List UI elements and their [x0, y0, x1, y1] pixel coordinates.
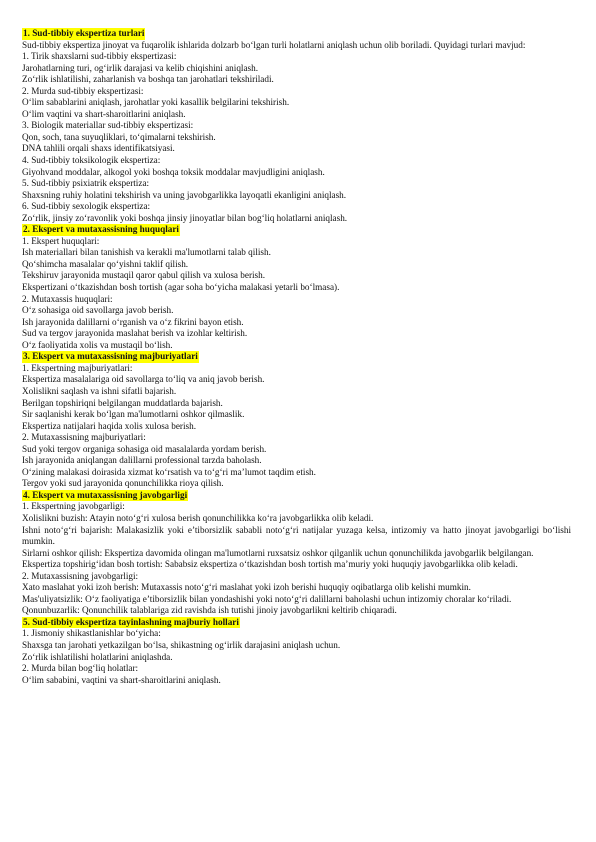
text-line: O‘lim vaqtini va shart-sharoitlarini aniqlash.: [22, 108, 186, 119]
text-line: Xolislikni buzish: Atayin noto‘g‘ri xulosa berish qonunchilikka ko‘ra javobgarlikka olib keladi.: [22, 512, 374, 523]
subheading: 3. Biologik materiallar sud-tibbiy ekspertizasi:: [22, 120, 194, 131]
section-5: [22, 617, 571, 686]
section-heading: 3. Ekspert va mutaxassisning majburiyatlari: [23, 351, 198, 362]
text-line: Sud yoki tergov organiga sohasiga oid masalalarda yordam berish.: [22, 443, 267, 454]
text-line: Zo‘rlik ishlatilishi, zaharlanish va boshqa tan jarohatlari tekshiriladi.: [22, 74, 274, 85]
subheading: 1. Jismoniy shikastlanishlar bo‘yicha:: [22, 628, 161, 639]
subheading: 2. Mutaxassisning majburiyatlari:: [22, 432, 146, 443]
paragraph: Mas'uliyatsizlik: O‘z faoliyatiga e’tiborsizlik bilan yondashishi yoki noto‘g‘ri dalillarni baholashi uchun intizomiy choralar ko‘riladi.: [22, 593, 512, 604]
section-heading: 4. Ekspert va mutaxassisning javobgarligi: [23, 489, 188, 500]
text-line: Sir saqlanishi kerak bo‘lgan ma'lumotlarni oshkor qilmaslik.: [22, 409, 245, 420]
text-line: DNA tahlili orqali shaxs identifikatsiyasi.: [22, 143, 175, 154]
subheading: 2. Murda sud-tibbiy ekspertizasi:: [22, 85, 144, 96]
document-page: [22, 28, 571, 686]
subheading: 1. Ekspert huquqlari:: [22, 235, 100, 246]
text-line: Ekspertizani o‘tkazishdan bosh tortish (agar soha bo‘yicha malakasi yetarli bo‘lmasa).: [22, 282, 340, 293]
subheading: 2. Mutaxassis huquqlari:: [22, 293, 113, 304]
text-line: Ish materiallari bilan tanishish va kerakli ma'lumotlarni talab qilish.: [22, 247, 271, 258]
subheading: 5. Sud-tibbiy psixiatrik ekspertiza:: [22, 178, 150, 189]
text-line: Zo‘rlik ishlatilishi holatlarini aniqlashda.: [22, 651, 173, 662]
text-line: Ish jarayonida dalillarni o‘rganish va o‘z fikrini bayon etish.: [22, 316, 244, 327]
paragraph: Sud-tibbiy ekspertiza jinoyat va fuqarolik ishlarida dolzarb bo‘lgan turli holatlarni aniqlash uchun olib boriladi. Quyidagi turlari mavjud:: [22, 39, 526, 50]
text-line: Ish jarayonida aniqlangan dalillarni professional tarzda baholash.: [22, 455, 262, 466]
text-line: Ekspertiza masalalariga oid savollarga to‘liq va aniq javob berish.: [22, 374, 265, 385]
subheading: 2. Mutaxassisning javobgarligi:: [22, 570, 139, 581]
section-2: [22, 224, 571, 351]
text-line: Shaxsning ruhiy holatini tekshirish va uning javobgarlikka layoqatli ekanligini aniqlash.: [22, 189, 347, 200]
paragraph: Ishni noto‘g‘ri bajarish: Malakasizlik yoki e’tiborsizlik sababli noto‘g‘ri natijalar yuzaga kelsa, intizomiy va hatto jinoyat javobgarligi bo‘lishi mumkin.: [22, 524, 571, 547]
text-line: Tekshiruv jarayonida mustaqil qaror qabul qilish va xulosa berish.: [22, 270, 266, 281]
text-line: Qon, soch, tana suyuqliklari, to‘qimalarni tekshirish.: [22, 131, 216, 142]
text-line: Sud va tergov jarayonida maslahat berish va izohlar keltirish.: [22, 328, 248, 339]
section-heading: 1. Sud-tibbiy ekspertiza turlari: [23, 28, 145, 38]
subheading: 1. Tirik shaxslarni sud-tibbiy ekspertizasi:: [22, 51, 177, 62]
section-1: [22, 28, 571, 224]
text-line: Giyohvand moddalar, alkogol yoki boshqa toksik moddalar mavjudligini aniqlash.: [22, 166, 325, 177]
subheading: 6. Sud-tibbiy sexologik ekspertiza:: [22, 201, 151, 212]
text-line: O‘z faoliyatida xolis va mustaqil bo‘lish.: [22, 339, 173, 350]
section-4: [22, 490, 571, 617]
text-line: O‘lim sababini, vaqtini va shart-sharoitlarini aniqlash.: [22, 674, 221, 685]
text-line: Xolislikni saqlash va ishni sifatli bajarish.: [22, 385, 177, 396]
text-line: Zo‘rlik, jinsiy zo‘ravonlik yoki boshqa jinsiy jinoyatlar bilan bog‘liq holatlarni aniqlash.: [22, 212, 348, 223]
text-line: Berilgan topshiriqni belgilangan muddatlarda bajarish.: [22, 397, 223, 408]
text-line: Xato maslahat yoki izoh berish: Mutaxassis noto‘g‘ri maslahat yoki izoh berishi huquqiy oqibatlarga olib kelishi mumkin.: [22, 582, 471, 593]
subheading: 4. Sud-tibbiy toksikologik ekspertiza:: [22, 155, 161, 166]
paragraph: Sirlarni oshkor qilish: Ekspertiza davomida olingan ma'lumotlarni ruxsatsiz oshkor qilganlik uchun qonunchilikda javobgarlik belgilangan.: [22, 547, 534, 558]
text-line: O‘lim sabablarini aniqlash, jarohatlar yoki kasallik belgilarini tekshirish.: [22, 97, 290, 108]
section-heading: 5. Sud-tibbiy ekspertiza tayinlashning majburiy hollari: [23, 616, 239, 627]
subheading: 1. Ekspertning javobgarligi:: [22, 501, 125, 512]
text-line: O‘z sohasiga oid savollarga javob berish.: [22, 305, 174, 316]
text-line: Qo‘shimcha masalalar qo‘yishni taklif qilish.: [22, 258, 189, 269]
text-line: O‘zining malakasi doirasida xizmat ko‘rsatish va to‘g‘ri ma’lumot taqdim etish.: [22, 466, 316, 477]
paragraph: Ekspertiza topshirig‘idan bosh tortish: Sababsiz ekspertiza o‘tkazishdan bosh tortish ma’muriy yoki huquqiy javobgarlikka olib keladi.: [22, 559, 518, 570]
text-line: Jarohatlarning turi, og‘irlik darajasi va kelib chiqishini aniqlash.: [22, 62, 259, 73]
text-line: Ekspertiza natijalari haqida xolis xulosa berish.: [22, 420, 197, 431]
subheading: 1. Ekspertning majburiyatlari:: [22, 362, 133, 373]
text-line: Shaxsga tan jarohati yetkazilgan bo‘lsa, shikastning og‘irlik darajasini aniqlash uchun.: [22, 639, 341, 650]
section-3: [22, 351, 571, 490]
text-line: Tergov yoki sud jarayonida qonunchilikka rioya qilish.: [22, 478, 224, 489]
text-line: Qonunbuzarlik: Qonunchilik talablariga zid ravishda ish tutishi jinoiy javobgarlikni keltirib chiqaradi.: [22, 605, 397, 616]
subheading: 2. Murda bilan bog‘liq holatlar:: [22, 663, 139, 674]
section-heading: 2. Ekspert va mutaxassisning huquqlari: [23, 224, 179, 235]
